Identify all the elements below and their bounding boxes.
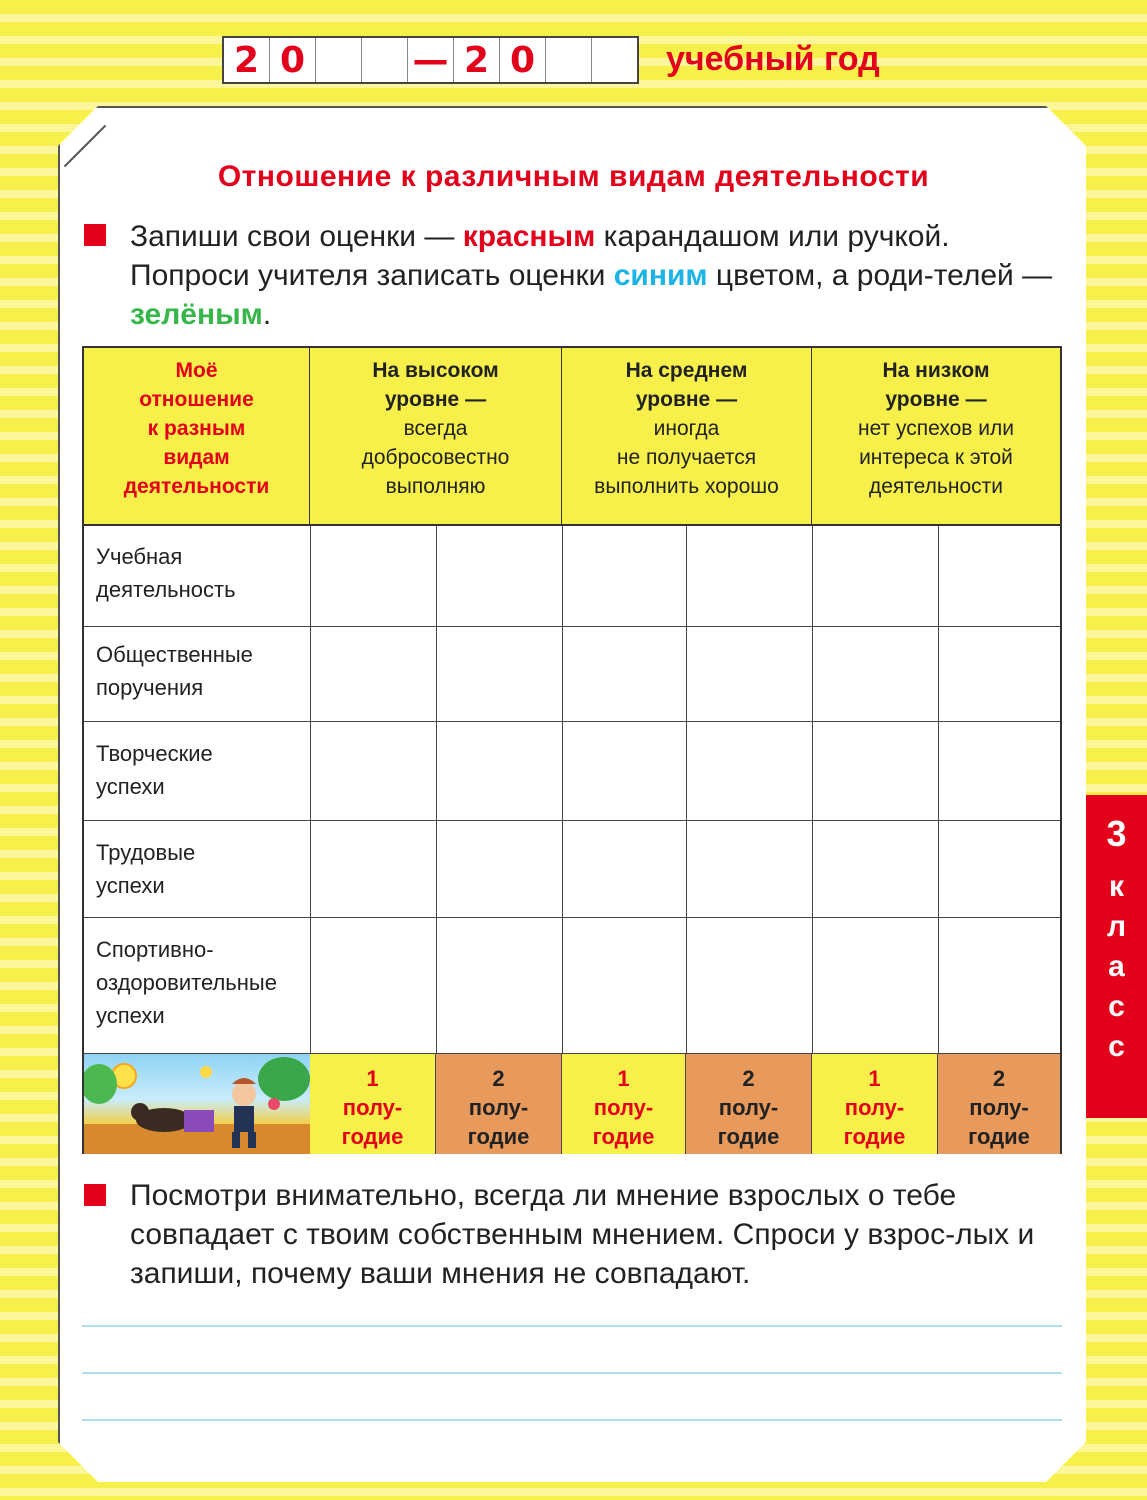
header-divider — [84, 524, 1060, 526]
row-label-sport: Спортивно- оздоровительные успехи — [96, 937, 277, 1028]
semester-cell: 1 полу- годие — [812, 1054, 938, 1154]
header-line: деятельности — [869, 475, 1003, 498]
year-digit[interactable]: 0 — [500, 38, 546, 82]
year-digit[interactable] — [316, 38, 362, 82]
year-digit[interactable] — [592, 38, 637, 82]
header-line: к разным — [147, 417, 246, 440]
instruction-part: Запиши свои оценки — — [130, 220, 463, 253]
header-line: интереса к этой — [859, 446, 1013, 469]
semester-cell: 1 полу- годие — [562, 1054, 686, 1154]
header-line: На низком — [882, 359, 990, 382]
col-divider — [686, 526, 687, 1054]
header-line: уровне — — [885, 388, 987, 411]
grade-side-tab — [1086, 795, 1147, 1118]
grade-number: 3 — [1106, 813, 1127, 854]
header-line: выполняю — [385, 475, 486, 498]
row-label-creative: Творческие успехи — [96, 741, 213, 799]
row-label-social: Общественные поручения — [96, 642, 253, 700]
header-line: деятельности — [123, 475, 270, 498]
school-year-header — [222, 36, 880, 84]
header-line: На высоком — [372, 359, 499, 382]
row-label-study: Учебная деятельность — [96, 544, 236, 602]
header-line: видам — [163, 446, 230, 469]
col-divider — [812, 526, 813, 1054]
instruction-part: . — [262, 298, 272, 331]
header-line: не получается — [616, 446, 757, 469]
row-divider — [84, 626, 1060, 627]
school-year-label: учебный год — [666, 40, 880, 78]
year-digit[interactable]: 2 — [224, 38, 270, 82]
semester-cell: 1 полу- годие — [310, 1054, 436, 1154]
year-digit[interactable] — [362, 38, 408, 82]
header-line: всегда — [403, 417, 468, 440]
col-divider — [310, 526, 311, 1054]
header-line: уровне — — [384, 388, 487, 411]
illustration-boy-dog — [84, 1054, 311, 1154]
year-digit[interactable] — [546, 38, 592, 82]
bullet-square-icon — [84, 1184, 106, 1206]
header-line: выполнить хорошо — [594, 475, 779, 498]
answer-line[interactable] — [82, 1419, 1062, 1421]
page-title: Отношение к различным видам деятельности — [217, 160, 930, 193]
green-word: зелёным — [130, 298, 263, 331]
header-medium-level — [562, 348, 812, 524]
year-dash: — — [408, 38, 454, 82]
header-line: Моё — [175, 359, 218, 382]
instruction-text-1 — [130, 217, 1070, 334]
header-line: отношение — [139, 388, 254, 411]
row-divider — [84, 917, 1060, 918]
instruction-part: карандашом или ручкой. Попроси учителя записать оценки — [130, 220, 950, 292]
header-high-level — [310, 348, 562, 524]
header-low-level — [812, 348, 1060, 524]
semester-cell: 2 полу- годие — [436, 1054, 562, 1154]
header-line: нет успехов или — [857, 417, 1015, 440]
col-divider — [436, 526, 437, 1054]
blue-word: синим — [613, 259, 708, 292]
activity-table — [82, 346, 1062, 1154]
grade-word: к л а с с — [1106, 870, 1127, 1063]
row-label-labor: Трудовые успехи — [96, 840, 196, 898]
year-digit[interactable]: 0 — [270, 38, 316, 82]
bullet-square-icon — [84, 224, 106, 246]
instruction-part: цветом, а роди-телей — — [707, 259, 1053, 292]
row-divider — [84, 721, 1060, 722]
red-word: красным — [462, 220, 596, 253]
col-divider — [562, 526, 563, 1054]
semester-cell: 2 полу- годие — [938, 1054, 1060, 1154]
year-input-boxes[interactable] — [222, 36, 639, 84]
header-line: иногда — [653, 417, 720, 440]
col-divider — [938, 526, 939, 1054]
row-divider — [84, 820, 1060, 821]
header-line: уровне — — [635, 388, 738, 411]
answer-line[interactable] — [82, 1372, 1062, 1374]
header-line: На среднем — [625, 359, 748, 382]
year-digit[interactable]: 2 — [454, 38, 500, 82]
answer-line[interactable] — [82, 1325, 1062, 1327]
semester-cell: 2 полу- годие — [686, 1054, 812, 1154]
header-attitude — [84, 348, 310, 524]
instruction-text-2: Посмотри внимательно, всегда ли мнение взрослых о тебе совпадает с твоим собственным мнением. Спроси у взрос-лых и запиши, почему ваши мнения не совпадают. — [130, 1179, 1035, 1290]
header-line: добросовестно — [361, 446, 510, 469]
